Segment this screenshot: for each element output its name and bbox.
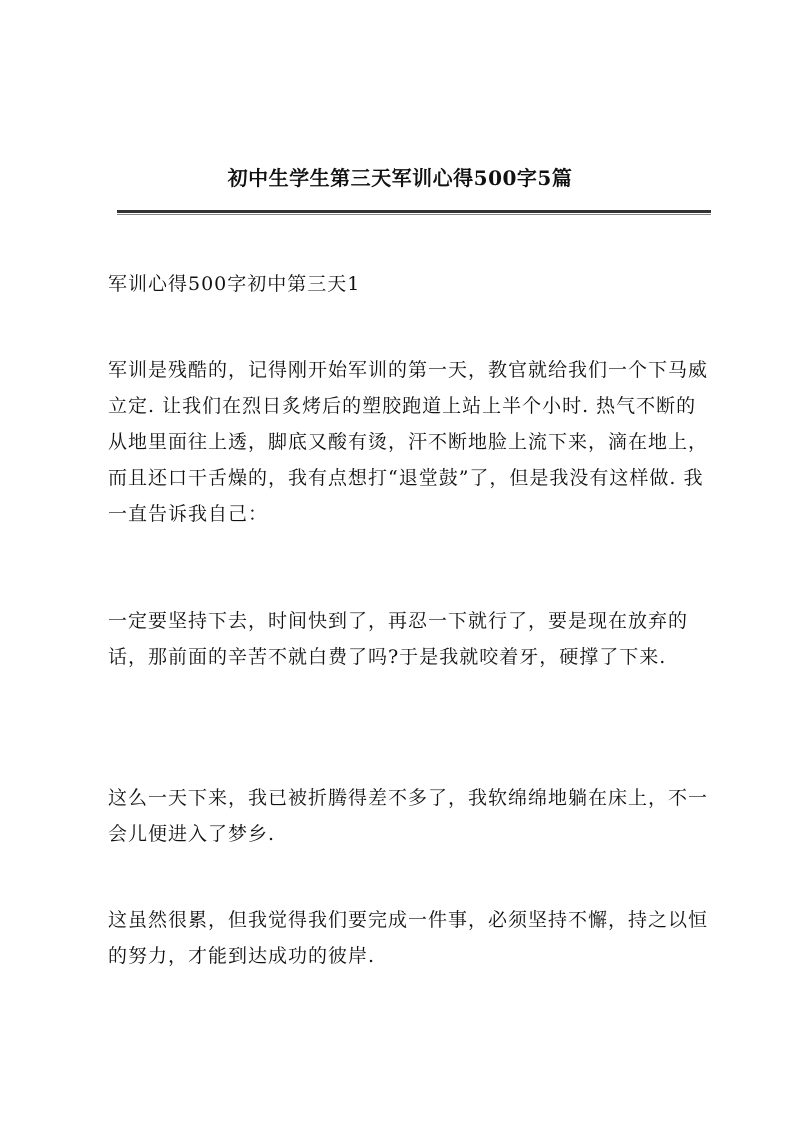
title-divider [117,210,711,213]
paragraph-4: 这虽然很累，但我觉得我们要完成一件事，必须坚持不懈，持之以恒的努力，才能到达成功的彼岸. [108,909,709,967]
paragraph-3: 这么一天下来，我已被折腾得差不多了，我软绵绵地躺在床上，不一会儿便进入了梦乡. [108,787,709,845]
paragraph-1: 军训是残酷的，记得刚开始军训的第一天，教官就给我们一个下马威立定. 让我们在烈日炙烤后的塑胶跑道上站上半个小时. 热气不断的从地里面往上透，脚底又酸有烫，汗不断地脸上流下来，滴在地上，而且还口干舌燥的，我有点想打“退堂鼓”了，但是我没有这样做. 我一直告诉我自己： [108,359,709,525]
paragraph-2: 一定要坚持下去，时间快到了，再忍一下就行了，要是现在放弃的话，那前面的辛苦不就白费了吗?于是我就咬着牙，硬撑了下来. [108,610,689,668]
section-heading: 军训心得500字初中第三天1 [108,273,361,295]
document-title: 初中生学生第三天军训心得500字5篇 [227,166,573,190]
